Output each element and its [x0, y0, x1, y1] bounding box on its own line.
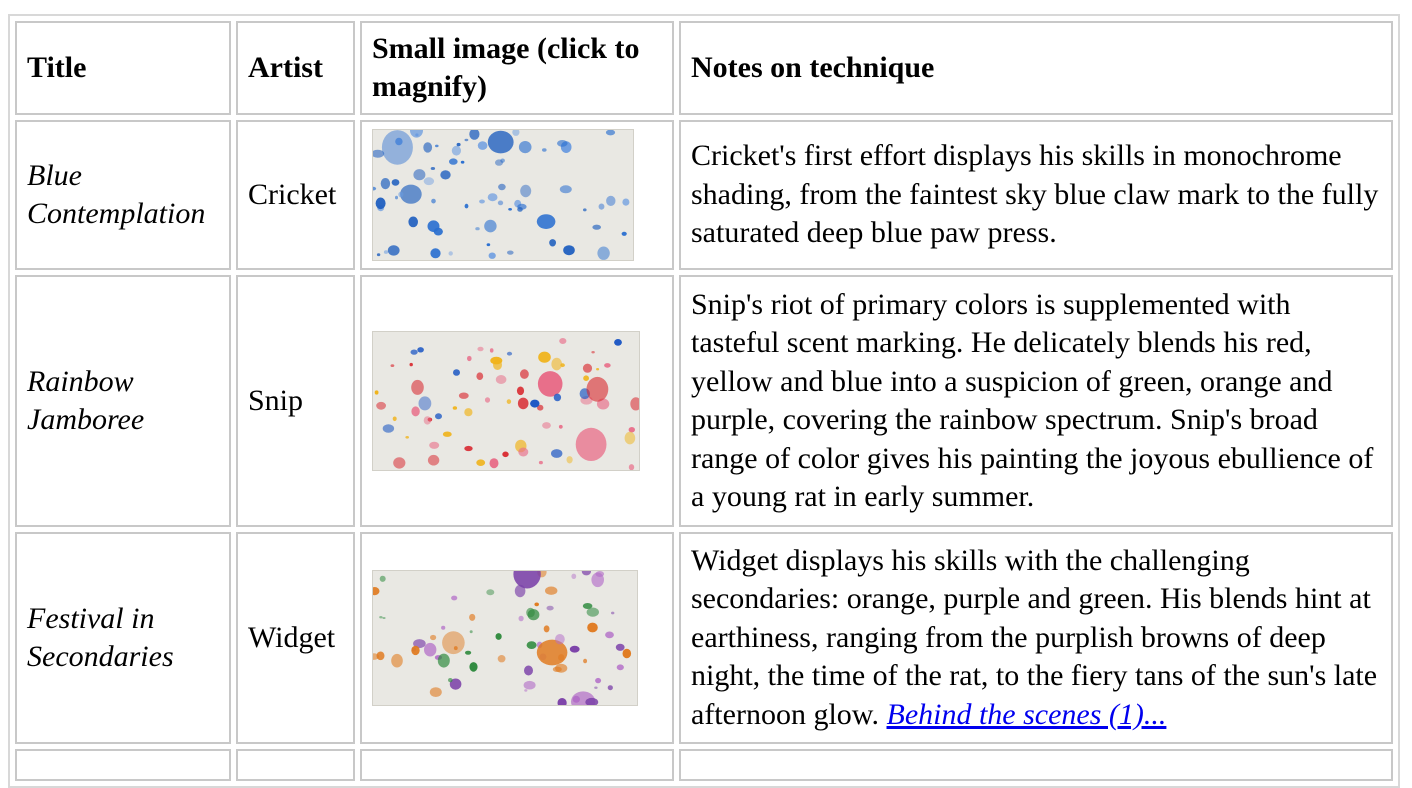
paint-splotch	[470, 630, 473, 633]
paint-splotch	[559, 425, 563, 429]
paint-splotch	[487, 243, 491, 246]
paint-splotch	[595, 678, 601, 683]
gallery-wrapper	[8, 14, 1400, 788]
paint-splotch	[488, 193, 498, 201]
painting-artist: Widget	[236, 532, 355, 744]
paint-splotch	[464, 446, 472, 451]
paint-splotch	[507, 251, 514, 255]
paint-splotch	[571, 574, 576, 579]
paint-splotch	[424, 416, 431, 424]
paint-splotch	[534, 603, 539, 607]
paint-splotch	[596, 368, 599, 370]
paint-splotch	[622, 232, 627, 236]
paint-splotch	[476, 372, 483, 380]
paint-splotch	[524, 666, 533, 676]
paint-splotch	[429, 442, 439, 449]
paint-splotch	[469, 614, 475, 621]
paint-splotch	[570, 646, 580, 653]
paint-splotch	[430, 687, 442, 697]
paw-print-artwork	[373, 332, 639, 470]
paint-splotch	[453, 369, 460, 376]
paint-splotch	[555, 634, 565, 644]
table-row	[15, 120, 1393, 270]
paint-splotch	[559, 338, 566, 344]
paint-splotch	[430, 635, 436, 640]
behind-the-scenes-link[interactable]: Behind the scenes (1)...	[886, 697, 1167, 731]
paint-splotch	[557, 140, 568, 147]
paint-splotch	[428, 455, 439, 466]
paint-splotch	[549, 239, 556, 246]
paint-splotch	[606, 196, 615, 206]
paint-splotch	[605, 632, 614, 639]
paint-splotch	[442, 631, 465, 654]
paint-splotch	[629, 427, 635, 432]
paint-splotch	[435, 413, 442, 419]
table-cell	[15, 749, 231, 781]
paint-splotch	[498, 655, 506, 662]
paint-splotch	[395, 196, 398, 200]
paint-splotch	[495, 159, 503, 165]
paint-splotch	[498, 201, 503, 206]
paint-splotch	[551, 358, 562, 371]
paint-splotch	[591, 351, 594, 353]
paint-splotch	[478, 141, 488, 150]
paint-splotch	[530, 400, 539, 408]
paint-splotch	[583, 603, 593, 609]
paint-splotch	[434, 228, 443, 236]
paint-splotch	[623, 649, 632, 658]
paint-splotch	[507, 399, 511, 404]
paint-splotch	[424, 177, 434, 185]
paint-splotch	[411, 406, 419, 416]
paint-splotch	[448, 678, 453, 682]
paint-splotch	[524, 681, 536, 690]
table-header-row	[15, 21, 1393, 115]
paint-splotch	[431, 199, 436, 204]
paintings-table	[8, 14, 1400, 788]
paint-splotch	[465, 651, 471, 655]
paint-splotch	[597, 247, 609, 260]
paint-splotch	[484, 220, 496, 233]
painting-title: Blue Contemplation	[15, 120, 231, 270]
paint-splotch	[502, 452, 508, 458]
paint-splotch	[560, 363, 565, 367]
paint-splotch	[488, 131, 514, 154]
paint-splotch	[461, 161, 465, 164]
painting-image-cell	[360, 120, 674, 270]
paint-splotch	[554, 394, 561, 402]
paint-splotch	[592, 225, 601, 230]
paint-splotch	[616, 644, 625, 651]
paint-splotch	[398, 192, 403, 198]
paint-splotch	[517, 207, 523, 212]
paint-splotch	[441, 626, 445, 630]
paint-splotch	[469, 662, 477, 672]
paint-splotch	[411, 350, 418, 355]
header-notes: Notes on technique	[679, 21, 1393, 115]
paint-splotch	[451, 596, 457, 601]
paint-splotch	[537, 214, 556, 229]
paint-splotch	[405, 436, 409, 439]
paint-splotch	[452, 146, 461, 156]
paint-splotch	[476, 459, 485, 466]
paint-splotch	[453, 406, 457, 410]
paint-splotch	[599, 204, 605, 210]
paint-splotch	[519, 616, 524, 622]
paw-print-artwork	[373, 130, 633, 260]
table-cell	[360, 749, 674, 781]
paint-splotch	[544, 625, 550, 632]
paint-splotch	[419, 396, 432, 410]
paint-splotch	[384, 250, 388, 254]
paint-splotch	[583, 364, 592, 373]
paint-splotch	[383, 424, 394, 433]
paint-splotch	[518, 448, 528, 457]
paint-splotch	[382, 130, 413, 165]
paint-splotch	[527, 641, 537, 649]
paint-splotch	[583, 659, 587, 664]
paint-splotch	[475, 227, 479, 230]
paint-splotch	[393, 457, 405, 468]
paint-splotch	[614, 339, 622, 346]
paint-splotch	[594, 687, 597, 689]
paint-splotch	[551, 449, 562, 458]
paint-splotch	[496, 633, 502, 640]
painting-thumbnail-rainbow[interactable]	[372, 331, 640, 471]
paint-splotch	[417, 347, 424, 352]
paint-splotch	[520, 185, 531, 197]
paint-splotch	[423, 142, 432, 152]
paint-splotch	[591, 573, 604, 588]
paint-splotch	[449, 158, 458, 164]
paint-splotch	[411, 646, 419, 655]
paint-splotch	[391, 654, 403, 668]
paint-splotch	[508, 208, 512, 211]
header-title: Title	[15, 21, 231, 115]
paint-splotch	[438, 654, 450, 668]
paint-splotch	[408, 217, 418, 228]
paint-splotch	[388, 245, 400, 255]
paint-splotch	[604, 363, 611, 368]
paint-splotch	[489, 253, 496, 259]
paint-splotch	[537, 640, 568, 666]
paint-splotch	[457, 143, 461, 146]
paint-splotch	[410, 363, 413, 366]
paint-splotch	[526, 608, 535, 618]
paint-splotch	[490, 458, 499, 468]
paint-splotch	[518, 398, 529, 410]
paint-splotch	[443, 432, 452, 437]
paint-splotch	[413, 169, 425, 180]
painting-title: Festival in Secondaries	[15, 532, 231, 744]
paint-splotch	[622, 199, 629, 206]
technique-notes	[679, 532, 1393, 744]
paint-splotch	[583, 375, 589, 381]
technique-notes: Snip's riot of primary colors is supplemented with tasteful scent marking. He delicately blends his red, yellow and blue into a suspicion of green, orange and purple, covering the rainbow spectrum. Snip's broad range of color gives his painting the joyous ebullience of a young rat in early summer.	[679, 275, 1393, 527]
painting-artist: Snip	[236, 275, 355, 527]
table-cell	[236, 749, 355, 781]
paint-splotch	[498, 184, 506, 190]
table-row	[15, 532, 1393, 744]
paint-splotch	[464, 408, 472, 416]
paint-splotch	[376, 402, 386, 410]
paint-splotch	[524, 689, 527, 692]
paint-splotch	[467, 356, 472, 361]
paint-splotch	[424, 643, 436, 657]
canvas-background	[373, 571, 637, 705]
paint-splotch	[611, 612, 614, 615]
paint-splotch	[567, 456, 573, 463]
paint-splotch	[560, 185, 572, 193]
painting-artist: Cricket	[236, 120, 355, 270]
paint-splotch	[465, 204, 469, 209]
technique-notes-text: Widget displays his skills with the challenging secondaries: orange, purple and green. His blends hint at earthiness, ranging from the purplish browns of deep night, the time of the rat, to the fiery tans of the sun's late afternoon glow.	[691, 543, 1378, 731]
paint-splotch	[431, 167, 435, 170]
painting-image-cell	[360, 275, 674, 527]
paint-splotch	[377, 253, 380, 256]
paint-splotch	[587, 623, 598, 633]
paint-splotch	[542, 422, 551, 429]
paint-splotch	[382, 617, 385, 619]
paint-splotch	[538, 371, 563, 397]
paint-splotch	[380, 576, 386, 582]
paint-splotch	[379, 616, 382, 618]
paint-splotch	[486, 589, 494, 595]
paint-splotch	[539, 461, 543, 464]
paint-splotch	[376, 198, 386, 210]
paint-splotch	[587, 377, 609, 402]
paint-splotch	[519, 141, 532, 153]
table-row	[15, 275, 1393, 527]
paint-splotch	[563, 245, 575, 255]
header-artist: Artist	[236, 21, 355, 115]
paint-splotch	[479, 200, 485, 204]
paint-splotch	[459, 393, 469, 399]
paint-splotch	[625, 432, 636, 445]
paint-splotch	[617, 664, 624, 670]
paint-splotch	[515, 585, 526, 597]
paint-splotch	[477, 347, 483, 352]
header-image: Small image (click to magnify)	[360, 21, 674, 115]
paint-splotch	[576, 428, 607, 461]
paint-splotch	[411, 380, 424, 395]
paint-splotch	[440, 170, 450, 179]
paint-splotch	[391, 364, 395, 367]
painting-thumbnail-secondaries[interactable]	[372, 570, 638, 706]
paint-splotch	[454, 646, 458, 650]
paint-splotch	[517, 387, 524, 396]
painting-title: Rainbow Jamboree	[15, 275, 231, 527]
paint-splotch	[542, 148, 547, 151]
painting-thumbnail-blue[interactable]	[372, 129, 634, 261]
table-cell	[679, 749, 1393, 781]
paint-splotch	[490, 357, 502, 365]
paw-print-artwork	[373, 571, 637, 705]
paint-splotch	[393, 417, 397, 422]
paint-splotch	[507, 352, 512, 356]
paint-splotch	[583, 208, 587, 211]
technique-notes: Cricket's first effort displays his skills in monochrome shading, from the faintest sky blue claw mark to the fully saturated deep blue paw press.	[679, 120, 1393, 270]
paint-splotch	[435, 145, 439, 148]
paint-splotch	[375, 390, 379, 394]
paint-splotch	[553, 667, 562, 672]
paint-splotch	[490, 348, 494, 352]
paint-splotch	[485, 397, 490, 402]
paint-splotch	[392, 179, 400, 186]
paint-splotch	[545, 587, 557, 595]
paint-splotch	[465, 139, 469, 141]
table-row-partial	[15, 749, 1393, 781]
paint-splotch	[608, 685, 613, 690]
paint-splotch	[381, 178, 390, 189]
paint-splotch	[449, 251, 453, 255]
paint-splotch	[520, 369, 529, 379]
paint-splotch	[547, 606, 554, 611]
paint-splotch	[430, 248, 440, 258]
paint-splotch	[496, 375, 507, 384]
paint-splotch	[538, 352, 551, 363]
painting-image-cell	[360, 532, 674, 744]
